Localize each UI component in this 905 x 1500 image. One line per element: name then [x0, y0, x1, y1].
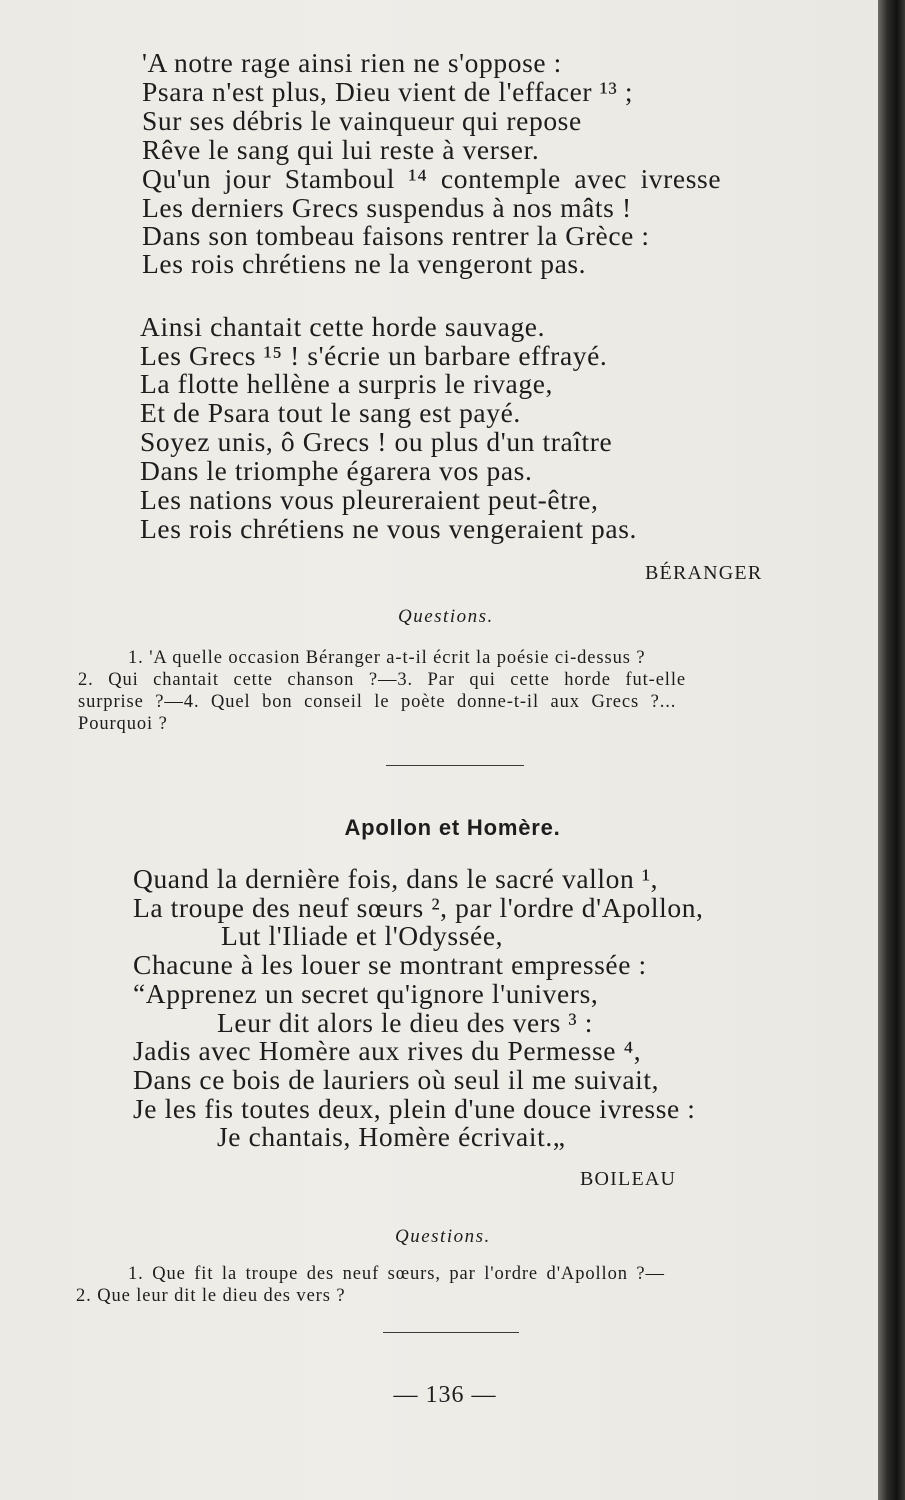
- questions-title: Questions.: [398, 606, 494, 627]
- question-line: 1. Que fit la troupe des neuf sœurs, par l'ordre d'Apollon ?—: [128, 1264, 665, 1284]
- verse-line: Et de Psara tout le sang est payé.: [140, 397, 521, 428]
- verse-line: Leur dit alors le dieu des vers ³ :: [217, 1007, 593, 1038]
- verse-line: Les Grecs ¹⁵ ! s'écrie un barbare effrayé.: [140, 340, 608, 371]
- verse-line: Soyez unis, ô Grecs ! ou plus d'un traître: [140, 426, 613, 457]
- verse-line: Chacune à les louer se montrant empressée :: [133, 949, 647, 980]
- question-line: 2. Qui chantait cette chanson ?—3. Par qui cette horde fut-elle: [78, 670, 686, 690]
- verse-line: Psara n'est plus, Dieu vient de l'effacer ¹³ ;: [142, 76, 634, 107]
- section-divider: [383, 1332, 519, 1333]
- verse-line: Les derniers Grecs suspendus à nos mâts !: [142, 192, 632, 223]
- verse-line: La troupe des neuf sœurs ², par l'ordre d'Apollon,: [133, 892, 704, 923]
- question-line: 1. 'A quelle occasion Béranger a-t-il écrit la poésie ci-dessus ?: [128, 648, 646, 668]
- verse-line: Dans son tombeau faisons rentrer la Grèce :: [142, 220, 650, 251]
- book-spine-shadow: [878, 0, 905, 1500]
- verse-line: Les rois chrétiens ne vous vengeraient pas.: [140, 513, 637, 544]
- verse-line: Qu'un jour Stamboul ¹⁴ contemple avec ivresse: [142, 163, 722, 194]
- author-boileau: BOILEAU: [580, 1168, 677, 1190]
- verse-line: Quand la dernière fois, dans le sacré vallon ¹,: [133, 863, 659, 894]
- author-beranger: BÉRANGER: [645, 562, 763, 584]
- verse-line: Sur ses débris le vainqueur qui repose: [142, 105, 582, 136]
- verse-line: Ainsi chantait cette horde sauvage.: [140, 311, 546, 342]
- verse-line: 'A notre rage ainsi rien ne s'oppose :: [142, 47, 562, 78]
- verse-line: Jadis avec Homère aux rives du Permesse ⁴,: [133, 1035, 642, 1066]
- verse-line: Dans ce bois de lauriers où seul il me suivait,: [133, 1064, 660, 1095]
- section-divider: [386, 765, 524, 766]
- verse-line: Je les fis toutes deux, plein d'une douce ivresse :: [133, 1093, 696, 1124]
- question-line: Pourquoi ?: [78, 714, 168, 734]
- verse-line: Les nations vous pleureraient peut-être,: [140, 484, 599, 515]
- verse-line: Dans le triomphe égarera vos pas.: [140, 455, 533, 486]
- question-line: 2. Que leur dit le dieu des vers ?: [76, 1286, 346, 1306]
- poem-title: Apollon et Homère.: [344, 815, 561, 840]
- verse-line: Lut l'Iliade et l'Odyssée,: [221, 920, 504, 951]
- verse-line: Les rois chrétiens ne la vengeront pas.: [142, 248, 587, 279]
- verse-line: Je chantais, Homère écrivait.„: [217, 1121, 566, 1152]
- verse-line: Rêve le sang qui lui reste à verser.: [142, 134, 540, 165]
- verse-line: La flotte hellène a surpris le rivage,: [140, 368, 553, 399]
- verse-line: “Apprenez un secret qu'ignore l'univers,: [133, 978, 599, 1009]
- question-line: surprise ?—4. Quel bon conseil le poète donne-t-il aux Grecs ?...: [78, 692, 677, 712]
- page-number: — 136 —: [393, 1382, 497, 1408]
- questions-title: Questions.: [395, 1226, 491, 1247]
